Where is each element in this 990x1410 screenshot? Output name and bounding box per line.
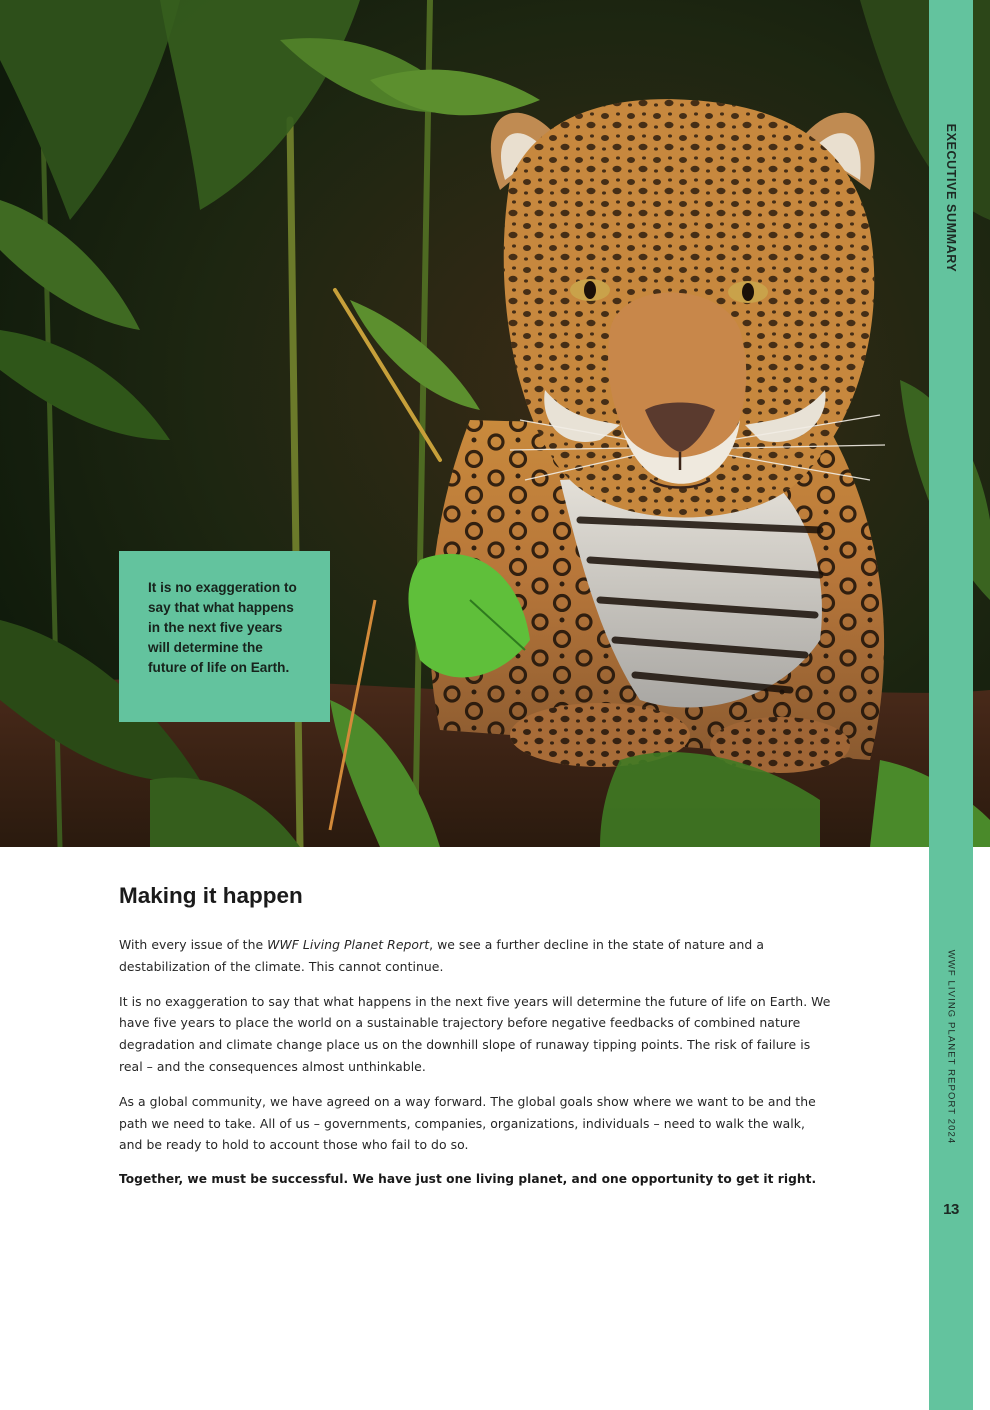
report-title: WWF LIVING PLANET REPORT 2024: [945, 949, 957, 1145]
paragraph-3: As a global community, we have agreed on a way forward. The global goals show where we want to be and the path we need to take. All of us – governments, companies, organizations, individuals – need to walk the walk, and be ready to hold to account those who fail to do so.: [119, 1093, 816, 1153]
paragraph-2: It is no exaggeration to say that what happens in the next five years will determine the future of life on Earth. We have five years to place the world on a sustainable trajectory before negative feedbacks of combined nature degradation and climate change place us on the downhill slope of runaway tipping points. The risk of failure is real – and the consequences almost unthinkable.: [119, 993, 831, 1074]
page-number: 13: [943, 1201, 959, 1218]
report-name-italic: WWF Living Planet Report: [267, 937, 430, 952]
paragraph-1-rest: , we see a further decline in the state of nature and a destabilization of the climate. This cannot continue.: [119, 937, 764, 974]
article: [119, 880, 831, 1204]
closing-statement: Together, we must be successful. We have just one living planet, and one opportunity to get it right.: [119, 1172, 817, 1187]
callout-box: [119, 551, 330, 722]
paragraph-1: [119, 934, 831, 978]
paragraph-1-lead: With every issue of the: [119, 937, 268, 952]
section-title: EXECUTIVE SUMMARY: [944, 123, 958, 273]
article-heading: Making it happen: [119, 883, 303, 908]
callout-text: It is no exaggeration to say that what happens in the next five years will determine the future of life on Earth.: [148, 580, 297, 675]
